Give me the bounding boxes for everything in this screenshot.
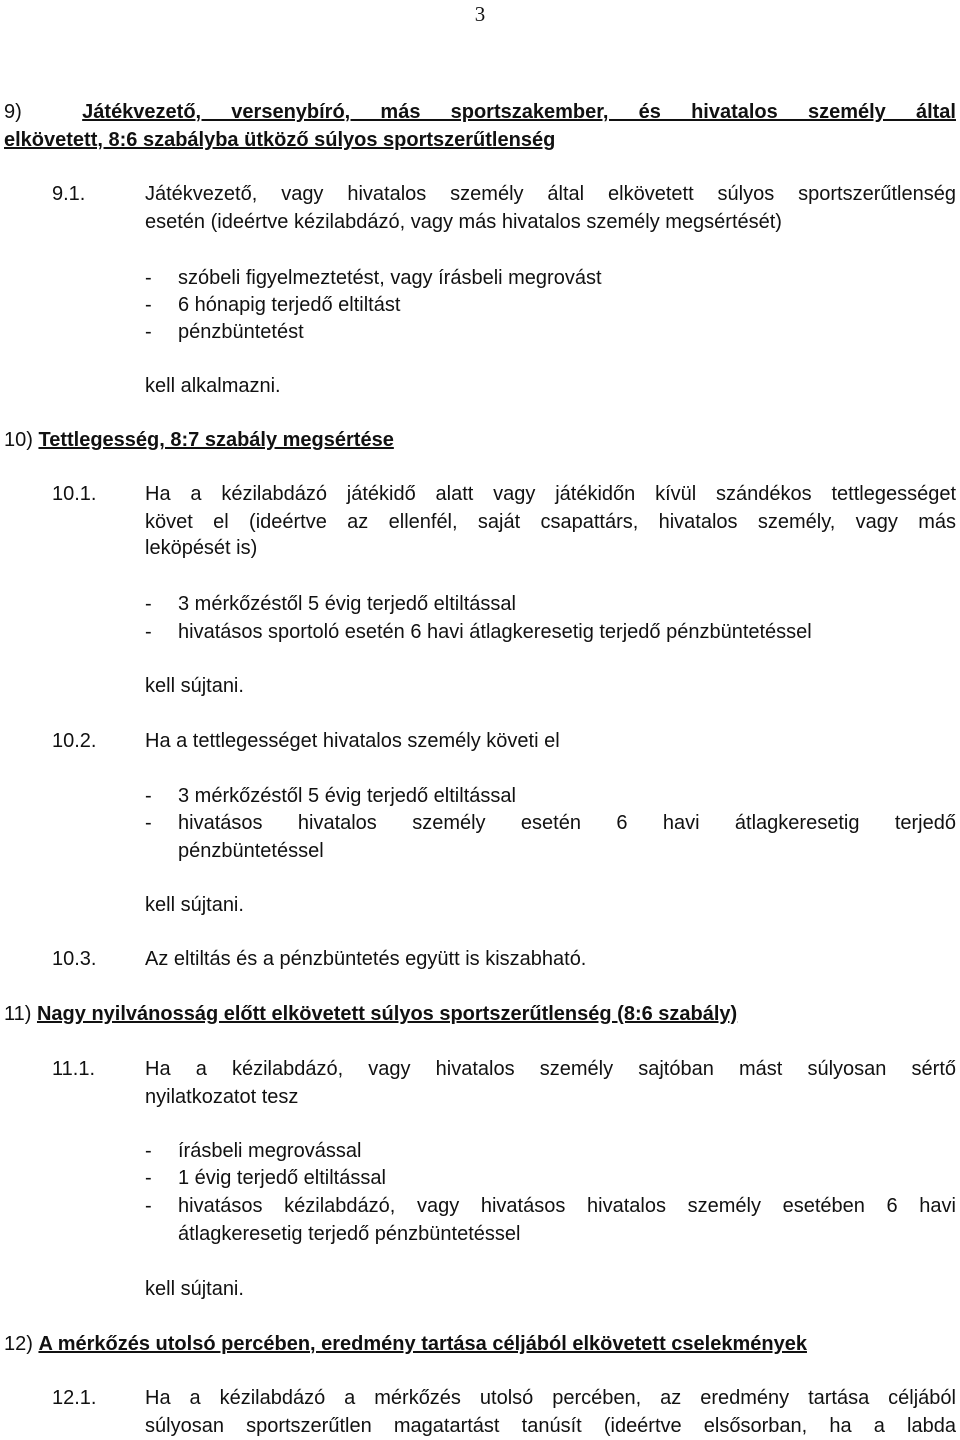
list-dash: -: [145, 267, 152, 289]
closing-text: kell sújtani.: [145, 675, 244, 697]
page-number: 3: [474, 2, 486, 26]
closing-text: kell sújtani.: [145, 894, 244, 916]
section-12-heading: [4, 1330, 956, 1358]
paragraph-12-1-label: 12.1.: [52, 1387, 97, 1409]
list-item-line2: pénzbüntetéssel: [178, 840, 324, 862]
paragraph-10-1-label: 10.1.: [52, 483, 97, 505]
paragraph-9-1-text: [145, 180, 956, 236]
list-dash: -: [145, 1195, 152, 1217]
list-dash: -: [145, 621, 152, 643]
paragraph-10-1-line2: követ el (ideértve az ellenfél, saját csapattárs, hivatalos személy, vagy más: [145, 511, 956, 533]
section-11-heading: [4, 1000, 956, 1028]
list-dash: -: [145, 1140, 152, 1162]
list-item: pénzbüntetést: [178, 321, 304, 343]
section-10-title: Tettlegesség, 8:7 szabály megsértése: [38, 429, 394, 451]
paragraph-12-1-line2: súlyosan sportszerűtlen magatartást tanúsít (ideértve elsősorban, ha a labda: [145, 1415, 956, 1437]
list-dash: -: [145, 321, 152, 343]
section-11-title: Nagy nyilvánosság előtt elkövetett súlyos sportszerűtlenség (8:6 szabály): [36, 1003, 738, 1025]
section-10-number: 10): [4, 429, 33, 451]
list-item: írásbeli megrovással: [178, 1140, 362, 1162]
section-9-title-line1: Játékvezető, versenybíró, más sportszakember, és hivatalos személy által: [82, 101, 956, 123]
list-dash: -: [145, 812, 152, 834]
paragraph-12-1-text: [145, 1384, 956, 1440]
paragraph-10-1-text: [145, 480, 956, 536]
section-11-number: 11): [4, 1003, 32, 1025]
list-dash: -: [145, 785, 152, 807]
list-item: [178, 1192, 956, 1248]
list-item-line2: átlagkeresetig terjedő pénzbüntetéssel: [178, 1223, 521, 1245]
section-9-number: 9): [4, 101, 22, 123]
list-item: 3 mérkőzéstől 5 évig terjedő eltiltással: [178, 593, 516, 615]
paragraph-11-1-line1: Ha a kézilabdázó, vagy hivatalos személy sajtóban mást súlyosan sértő: [145, 1058, 956, 1080]
section-12-title: A mérkőzés utolsó percében, eredmény tartása céljából elkövetett cselekmények: [38, 1333, 807, 1355]
list-dash: -: [145, 1167, 152, 1189]
paragraph-11-1-line2: nyilatkozatot tesz: [145, 1086, 299, 1108]
paragraph-9-1-line2: esetén (ideértve kézilabdázó, vagy más hivatalos személy megsértését): [145, 211, 782, 233]
paragraph-11-1-text: [145, 1055, 956, 1111]
list-item-line1: hivatásos kézilabdázó, vagy hivatásos hivatalos személy esetében 6 havi: [178, 1195, 956, 1217]
paragraph-12-1-line1: Ha a kézilabdázó a mérkőzés utolsó percében, az eredmény tartása céljából: [145, 1387, 956, 1409]
list-item: szóbeli figyelmeztetést, vagy írásbeli megrovást: [178, 267, 602, 289]
paragraph-10-1-line1: Ha a kézilabdázó játékidő alatt vagy játékidőn kívül szándékos tettlegességet: [145, 483, 956, 505]
paragraph-9-1-line1: Játékvezető, vagy hivatalos személy által elkövetett súlyos sportszerűtlenség: [145, 183, 956, 205]
paragraph-10-3-label: 10.3.: [52, 948, 97, 970]
list-item: [178, 809, 956, 865]
section-9-title-line2: elkövetett, 8:6 szabályba ütköző súlyos sportszerűtlenség: [4, 129, 556, 151]
paragraph-10-1-line3: leköpését is): [145, 537, 258, 559]
paragraph-10-2-label: 10.2.: [52, 730, 97, 752]
section-10-heading: [4, 426, 956, 454]
paragraph-11-1-label: 11.1.: [52, 1058, 95, 1080]
closing-text: kell sújtani.: [145, 1278, 244, 1300]
list-dash: -: [145, 593, 152, 615]
list-item-line1: hivatásos hivatalos személy esetén 6 havi átlagkeresetig terjedő: [178, 812, 956, 834]
paragraph-9-1-label: 9.1.: [52, 183, 86, 205]
list-item: 1 évig terjedő eltiltással: [178, 1167, 386, 1189]
list-item: 6 hónapig terjedő eltiltást: [178, 294, 401, 316]
paragraph-10-3-text: Az eltiltás és a pénzbüntetés együtt is kiszabható.: [145, 948, 587, 970]
list-item: 3 mérkőzéstől 5 évig terjedő eltiltással: [178, 785, 516, 807]
paragraph-10-2-text: Ha a tettlegességet hivatalos személy követi el: [145, 730, 560, 752]
section-9-heading: [4, 98, 956, 154]
list-dash: -: [145, 294, 152, 316]
closing-text: kell alkalmazni.: [145, 375, 281, 397]
list-item: hivatásos sportoló esetén 6 havi átlagkeresetig terjedő pénzbüntetéssel: [178, 621, 812, 643]
section-12-number: 12): [4, 1333, 33, 1355]
